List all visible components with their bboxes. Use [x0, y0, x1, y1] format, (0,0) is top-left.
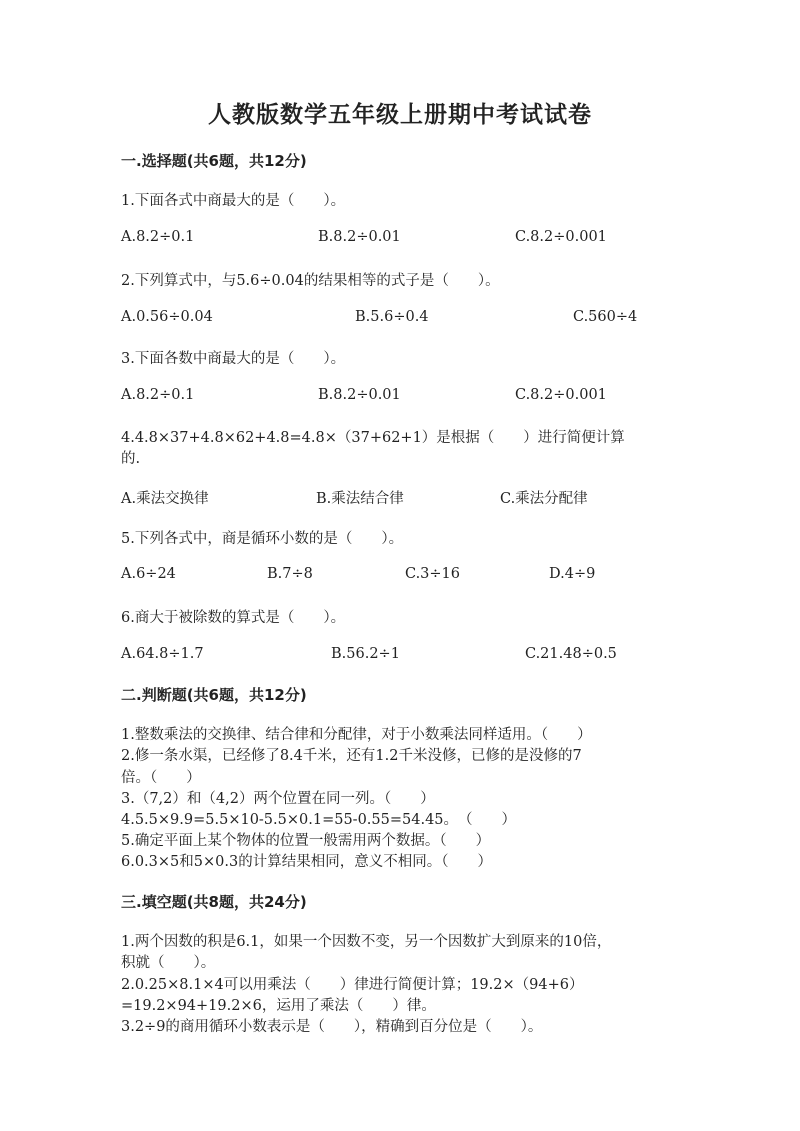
judgment-item: 5.确定平面上某个物体的位置一般需用两个数据。（ ） — [121, 833, 491, 849]
option: B.5.6÷0.4 — [355, 309, 429, 325]
option: A.64.8÷1.7 — [121, 646, 204, 662]
judgment-item: 6.0.3×5和5×0.3的计算结果相同，意义不相同。（ ） — [121, 854, 492, 870]
fill-blank-item: 1.两个因数的积是6.1，如果一个因数不变，另一个因数扩大到原来的10倍， — [121, 934, 612, 950]
question-stem: 1.下面各式中商最大的是（ ）。 — [121, 193, 346, 209]
option: A.6÷24 — [121, 566, 176, 582]
section-heading-choice: 一.选择题(共6题，共12分) — [121, 152, 307, 170]
question-stem: 5.下列各式中，商是循环小数的是（ ）。 — [121, 531, 404, 547]
fill-blank-item-continuation: =19.2×94+19.2×6，运用了乘法（ ）律。 — [121, 998, 436, 1014]
page-title: 人教版数学五年级上册期中考试试卷 — [208, 101, 592, 128]
option: B.7÷8 — [267, 566, 313, 582]
question-stem: 2.下列算式中，与5.6÷0.04的结果相等的式子是（ ）。 — [121, 273, 500, 289]
judgment-item: 4.5.5×9.9=5.5×10-5.5×0.1=55-0.55=54.45。 （ ） — [121, 812, 517, 828]
option: C.21.48÷0.5 — [525, 646, 617, 662]
option: A.0.56÷0.04 — [121, 309, 213, 325]
option: C.8.2÷0.001 — [515, 229, 607, 245]
judgment-item: 1.整数乘法的交换律、结合律和分配律，对于小数乘法同样适用。（ ） — [121, 727, 592, 743]
option: C.3÷16 — [405, 566, 461, 582]
section-heading-judgment: 二.判断题(共6题，共12分) — [121, 686, 307, 704]
option: C.8.2÷0.001 — [515, 387, 607, 403]
option: C.乘法分配律 — [500, 491, 588, 507]
fill-blank-item-continuation: 积就（ ）。 — [121, 955, 216, 971]
option: B.56.2÷1 — [331, 646, 400, 662]
option: A.乘法交换律 — [121, 491, 209, 507]
question-stem-continuation: 的. — [121, 451, 141, 467]
option: B.8.2÷0.01 — [318, 229, 401, 245]
question-stem: 6.商大于被除数的算式是（ ）。 — [121, 610, 346, 626]
judgment-item: 3.（7,2）和（4,2）两个位置在同一列。（ ） — [121, 791, 435, 807]
option: A.8.2÷0.1 — [121, 229, 195, 245]
section-heading-fill-blank: 三.填空题(共8题，共24分) — [121, 893, 307, 911]
judgment-item-continuation: 倍。（ ） — [121, 770, 201, 786]
option: B.8.2÷0.01 — [318, 387, 401, 403]
option: C.560÷4 — [573, 309, 638, 325]
judgment-item: 2.修一条水渠，已经修了8.4千米，还有1.2千米没修，已修的是没修的7 — [121, 748, 582, 764]
fill-blank-item: 3.2÷9的商用循环小数表示是（ ），精确到百分位是（ ）。 — [121, 1019, 543, 1035]
option: D.4÷9 — [549, 566, 596, 582]
question-stem: 3.下面各数中商最大的是（ ）。 — [121, 351, 346, 367]
fill-blank-item: 2.0.25×8.1×4可以用乘法（ ）律进行简便计算；19.2×（94+6） — [121, 977, 584, 993]
option: B.乘法结合律 — [316, 491, 404, 507]
question-stem: 4.4.8×37+4.8×62+4.8=4.8×（37+62+1）是根据（ ）进行简便计算 — [121, 430, 625, 446]
option: A.8.2÷0.1 — [121, 387, 195, 403]
